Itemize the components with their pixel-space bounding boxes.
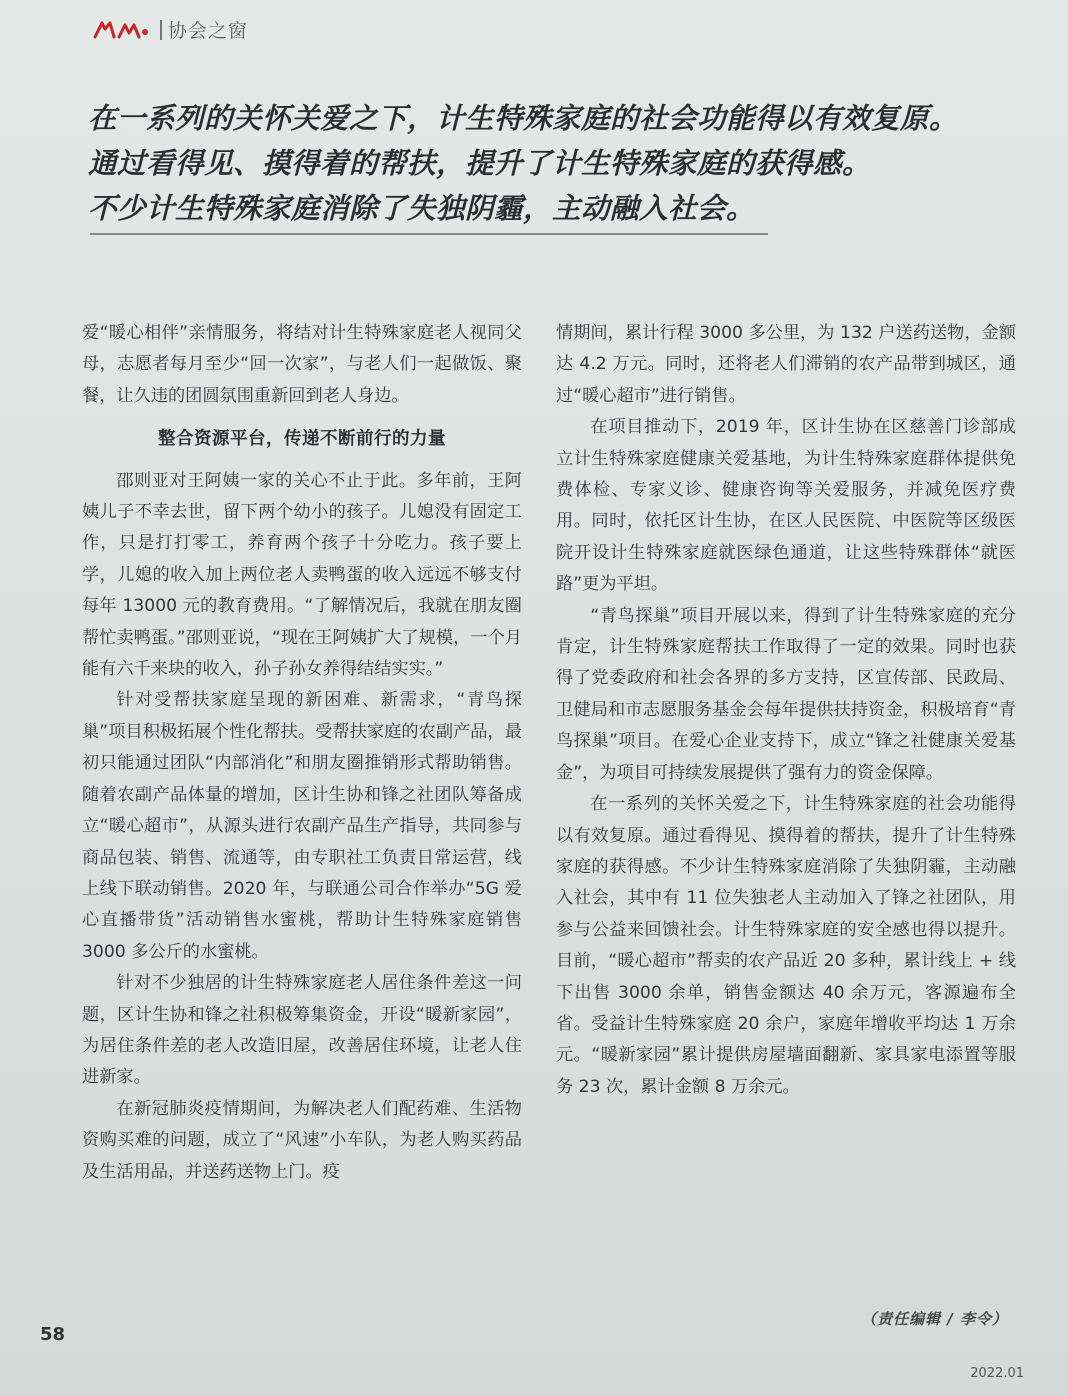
pull-quote-line: 通过看得见、摸得着的帮扶，提升了计生特殊家庭的获得感。 xyxy=(88,146,872,180)
pull-quote-line: 在一系列的关怀关爱之下，计生特殊家庭的社会功能得以有效复原。 xyxy=(88,101,959,135)
pull-quote xyxy=(88,96,1023,231)
paragraph: 在新冠肺炎疫情期间，为解决老人们配药难、生活物资购买难的问题，成立了“风速”小车队，为老人购买药品及生活用品，并送药送物上门。疫 xyxy=(82,1098,522,1182)
paragraph: 在项目推动下，2019 年，区计生协在区慈善门诊部成立计生特殊家庭健康关爱基地，为计生特殊家庭群体提供免费体检、专家义诊、健康咨询等关爱服务，并减免医疗费用。同时，依托区计生协，在区人民医院、中医院等区级医院开设计生特殊家庭就医绿色通道，让这些特殊群体“就医路”更为平坦。 xyxy=(556,417,1016,595)
paragraph: 爱“暖心相伴”亲情服务，将结对计生特殊家庭老人视同父母，志愿者每月至少“回一次家”，与老人们一起做饭、聚餐，让久违的团圆氛围重新回到老人身边。 xyxy=(82,323,522,406)
paragraph: 在一系列的关怀关爱之下，计生特殊家庭的社会功能得以有效复原。通过看得见、摸得着的帮扶，提升了计生特殊家庭的获得感。不少计生特殊家庭消除了失独阴霾，主动融入社会，其中有 11 位失独老人主动加入了锋之社团队，用参与公益来回馈社会。计生特殊家庭的安全感也得以提升。目前，“暖心超市”帮卖的农产品近 20 多种，累计线上 + 线下出售 3000 余单，销售金额达 40 余万元，客源遍布全省。受益计生特殊家庭 20 余户，家庭年增收平均达 1 万余元。“暖新家园”累计提供房屋墙面翻新、家具家电添置等服务 23 次，累计金额 8 万余元。 xyxy=(556,794,1016,1097)
editor-credit: （责任编辑 / 李令） xyxy=(861,1310,1008,1328)
paragraph: 情期间，累计行程 3000 多公里，为 132 户送药送物，金额达 4.2 万元。同时，还将老人们滞销的农产品带到城区，通过“暖心超市”进行销售。 xyxy=(556,323,1016,406)
paragraph: “青鸟探巢”项目开展以来，得到了计生特殊家庭的充分肯定，计生特殊家庭帮扶工作取得了一定的效果。同时也获得了党委政府和社会各界的多方支持，区宣传部、民政局、卫健局和市志愿服务基金会每年提供扶持资金，积极培育“青鸟探巢”项目。在爱心企业支持下，成立“锋之社健康关爱基金”，为项目可持续发展提供了强有力的资金保障。 xyxy=(556,605,1016,783)
pull-quote-underline xyxy=(90,233,768,235)
page-number: 58 xyxy=(40,1324,66,1345)
subheading: 整合资源平台，传递不断前行的力量 xyxy=(158,429,446,450)
right-column xyxy=(556,318,1016,1103)
pull-quote-line: 不少计生特殊家庭消除了失独阴霾，主动融入社会。 xyxy=(88,191,756,225)
paragraph: 针对受帮扶家庭呈现的新困难、新需求，“青鸟探巢”项目积极拓展个性化帮扶。受帮扶家庭的农副产品，最初只能通过团队“内部消化”和朋友圈推销形式帮助销售。随着农副产品体量的增加，区计生协和锋之社团队筹备成立“暖心超市”，从源头进行农副产品生产指导，共同参与商品包装、销售、流通等，由专职社工负责日常运营，线上线下联动销售。2020 年，与联通公司合作举办“5G 爱心直播带货”活动销售水蜜桃，帮助计生特殊家庭销售 3000 多公斤的水蜜桃。 xyxy=(82,690,522,962)
header-divider xyxy=(160,20,162,40)
issue-date: 2022.01 xyxy=(970,1366,1024,1381)
paragraph: 邵则亚对王阿姨一家的关心不止于此。多年前，王阿姨儿子不幸去世，留下两个幼小的孩子。儿媳没有固定工作，只是打打零工，养育两个孩子十分吃力。孩子要上学，儿媳的收入加上两位老人卖鸭蛋的收入远远不够支付每年 13000 元的教育费用。“了解情况后，我就在朋友圈帮忙卖鸭蛋。”邵则亚说，“现在王阿姨扩大了规模，一个月能有六千来块的收入，孙子孙女养得结结实实。” xyxy=(82,470,522,680)
page-header xyxy=(92,16,248,43)
paragraph: 针对不少独居的计生特殊家庭老人居住条件差这一问题，区计生协和锋之社积极筹集资金，开设“暖新家园”，为居住条件差的老人改造旧屋，改善居住环境，让老人住进新家。 xyxy=(82,973,522,1088)
section-title: 协会之窗 xyxy=(168,20,249,42)
left-column xyxy=(82,318,522,1188)
magazine-logo-icon xyxy=(92,19,150,41)
